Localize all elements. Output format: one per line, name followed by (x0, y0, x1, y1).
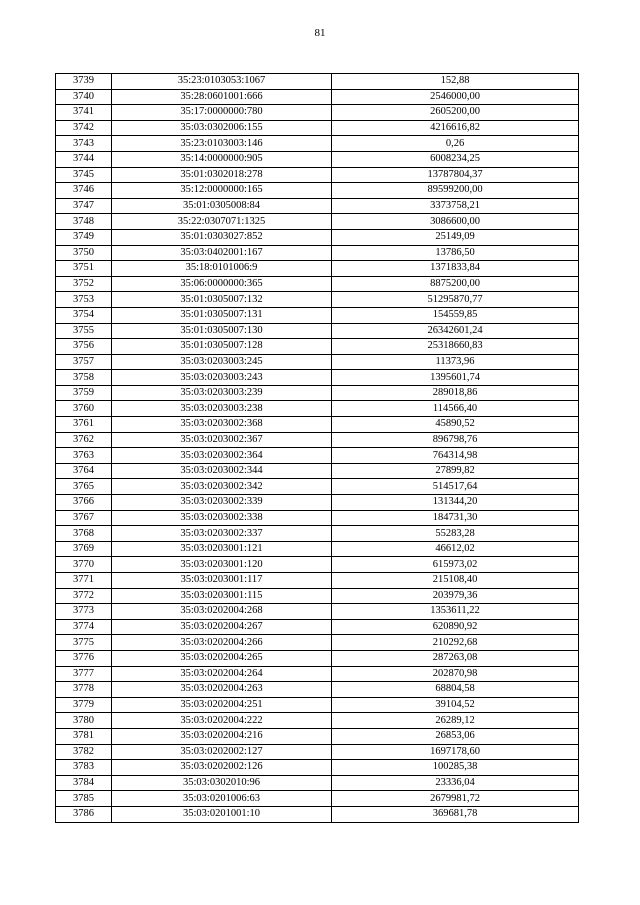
table-row (56, 604, 579, 620)
cadastral-value-table (55, 73, 579, 823)
row-number-cell: 3747 (56, 198, 112, 214)
value-cell: 89599200,00 (332, 183, 579, 199)
cadastral-number-cell: 35:01:0303027:852 (112, 229, 332, 245)
cadastral-number-cell: 35:01:0305007:128 (112, 339, 332, 355)
cadastral-number-cell: 35:03:0202004:251 (112, 697, 332, 713)
table-row (56, 682, 579, 698)
cadastral-number-cell: 35:03:0203002:339 (112, 495, 332, 511)
table-row (56, 557, 579, 573)
value-cell: 3086600,00 (332, 214, 579, 230)
cadastral-number-cell: 35:03:0202002:126 (112, 760, 332, 776)
page-number: 81 (314, 27, 326, 39)
row-number-cell: 3762 (56, 432, 112, 448)
value-cell: 2679981,72 (332, 791, 579, 807)
row-number-cell: 3774 (56, 619, 112, 635)
table-row (56, 448, 579, 464)
cadastral-number-cell: 35:28:0601001:666 (112, 89, 332, 105)
cadastral-number-cell: 35:03:0202004:264 (112, 666, 332, 682)
table-row (56, 385, 579, 401)
table-row (56, 292, 579, 308)
cadastral-number-cell: 35:03:0202004:266 (112, 635, 332, 651)
cadastral-number-cell: 35:22:0307071:1325 (112, 214, 332, 230)
value-cell: 25149,09 (332, 229, 579, 245)
cadastral-number-cell: 35:03:0203002:338 (112, 510, 332, 526)
row-number-cell: 3739 (56, 74, 112, 90)
row-number-cell: 3773 (56, 604, 112, 620)
table-row (56, 713, 579, 729)
cadastral-number-cell: 35:23:0103003:146 (112, 136, 332, 152)
table-row (56, 307, 579, 323)
row-number-cell: 3785 (56, 791, 112, 807)
value-cell: 2605200,00 (332, 105, 579, 121)
row-number-cell: 3741 (56, 105, 112, 121)
cadastral-number-cell: 35:03:0203003:239 (112, 385, 332, 401)
cadastral-number-cell: 35:03:0202002:127 (112, 744, 332, 760)
cadastral-number-cell: 35:03:0203002:342 (112, 479, 332, 495)
row-number-cell: 3775 (56, 635, 112, 651)
value-cell: 1395601,74 (332, 370, 579, 386)
cadastral-number-cell: 35:12:0000000:165 (112, 183, 332, 199)
row-number-cell: 3756 (56, 339, 112, 355)
cadastral-number-cell: 35:06:0000000:365 (112, 276, 332, 292)
value-cell: 210292,68 (332, 635, 579, 651)
cadastral-number-cell: 35:03:0203002:368 (112, 417, 332, 433)
value-cell: 39104,52 (332, 697, 579, 713)
cadastral-number-cell: 35:03:0203001:117 (112, 573, 332, 589)
value-cell: 3373758,21 (332, 198, 579, 214)
table-row (56, 245, 579, 261)
table-row (56, 650, 579, 666)
cadastral-number-cell: 35:03:0203002:337 (112, 526, 332, 542)
row-number-cell: 3768 (56, 526, 112, 542)
row-number-cell: 3778 (56, 682, 112, 698)
row-number-cell: 3772 (56, 588, 112, 604)
row-number-cell: 3752 (56, 276, 112, 292)
row-number-cell: 3764 (56, 463, 112, 479)
cadastral-number-cell: 35:01:0302018:278 (112, 167, 332, 183)
value-cell: 26289,12 (332, 713, 579, 729)
cadastral-number-cell: 35:03:0202004:216 (112, 728, 332, 744)
row-number-cell: 3751 (56, 261, 112, 277)
value-cell: 25318660,83 (332, 339, 579, 355)
table-row (56, 510, 579, 526)
value-cell: 100285,38 (332, 760, 579, 776)
table-row (56, 588, 579, 604)
row-number-cell: 3782 (56, 744, 112, 760)
table-row (56, 495, 579, 511)
table-row (56, 432, 579, 448)
row-number-cell: 3783 (56, 760, 112, 776)
table-row (56, 229, 579, 245)
table-row (56, 619, 579, 635)
value-cell: 514517,64 (332, 479, 579, 495)
value-cell: 8875200,00 (332, 276, 579, 292)
cadastral-number-cell: 35:14:0000000:905 (112, 151, 332, 167)
cadastral-number-cell: 35:03:0302006:155 (112, 120, 332, 136)
cadastral-number-cell: 35:03:0202004:222 (112, 713, 332, 729)
cadastral-number-cell: 35:03:0203002:364 (112, 448, 332, 464)
cadastral-number-cell: 35:03:0201006:63 (112, 791, 332, 807)
cadastral-number-cell: 35:03:0302010:96 (112, 775, 332, 791)
value-cell: 764314,98 (332, 448, 579, 464)
row-number-cell: 3769 (56, 541, 112, 557)
row-number-cell: 3776 (56, 650, 112, 666)
cadastral-number-cell: 35:23:0103053:1067 (112, 74, 332, 90)
value-cell: 26342601,24 (332, 323, 579, 339)
cadastral-number-cell: 35:03:0203003:238 (112, 401, 332, 417)
table-row (56, 323, 579, 339)
table-row (56, 541, 579, 557)
row-number-cell: 3742 (56, 120, 112, 136)
cadastral-number-cell: 35:01:0305007:131 (112, 307, 332, 323)
row-number-cell: 3759 (56, 385, 112, 401)
table-row (56, 198, 579, 214)
value-cell: 1697178,60 (332, 744, 579, 760)
table-row (56, 151, 579, 167)
value-cell: 1371833,84 (332, 261, 579, 277)
row-number-cell: 3750 (56, 245, 112, 261)
row-number-cell: 3786 (56, 806, 112, 822)
value-cell: 154559,85 (332, 307, 579, 323)
table-row (56, 214, 579, 230)
row-number-cell: 3754 (56, 307, 112, 323)
row-number-cell: 3765 (56, 479, 112, 495)
row-number-cell: 3744 (56, 151, 112, 167)
row-number-cell: 3760 (56, 401, 112, 417)
row-number-cell: 3758 (56, 370, 112, 386)
table-row (56, 89, 579, 105)
row-number-cell: 3766 (56, 495, 112, 511)
row-number-cell: 3779 (56, 697, 112, 713)
table-row (56, 120, 579, 136)
table-row (56, 261, 579, 277)
row-number-cell: 3777 (56, 666, 112, 682)
table-row (56, 728, 579, 744)
value-cell: 287263,08 (332, 650, 579, 666)
cadastral-number-cell: 35:01:0305007:132 (112, 292, 332, 308)
value-cell: 46612,02 (332, 541, 579, 557)
table-row (56, 339, 579, 355)
cadastral-number-cell: 35:03:0203002:367 (112, 432, 332, 448)
row-number-cell: 3761 (56, 417, 112, 433)
row-number-cell: 3753 (56, 292, 112, 308)
table-row (56, 744, 579, 760)
value-cell: 615973,02 (332, 557, 579, 573)
value-cell: 152,88 (332, 74, 579, 90)
value-cell: 23336,04 (332, 775, 579, 791)
cadastral-number-cell: 35:03:0203001:121 (112, 541, 332, 557)
cadastral-number-cell: 35:03:0203001:115 (112, 588, 332, 604)
value-cell: 27899,82 (332, 463, 579, 479)
value-cell: 289018,86 (332, 385, 579, 401)
row-number-cell: 3780 (56, 713, 112, 729)
table-row (56, 806, 579, 822)
table-row (56, 479, 579, 495)
value-cell: 0,26 (332, 136, 579, 152)
value-cell: 131344,20 (332, 495, 579, 511)
value-cell: 55283,28 (332, 526, 579, 542)
table-body (56, 74, 579, 823)
table-row (56, 697, 579, 713)
row-number-cell: 3743 (56, 136, 112, 152)
value-cell: 215108,40 (332, 573, 579, 589)
row-number-cell: 3748 (56, 214, 112, 230)
cadastral-number-cell: 35:03:0203003:245 (112, 354, 332, 370)
table-row (56, 526, 579, 542)
cadastral-number-cell: 35:03:0402001:167 (112, 245, 332, 261)
value-cell: 620890,92 (332, 619, 579, 635)
value-cell: 1353611,22 (332, 604, 579, 620)
row-number-cell: 3745 (56, 167, 112, 183)
value-cell: 4216616,82 (332, 120, 579, 136)
cadastral-number-cell: 35:18:0101006:9 (112, 261, 332, 277)
row-number-cell: 3755 (56, 323, 112, 339)
value-cell: 114566,40 (332, 401, 579, 417)
value-cell: 13787804,37 (332, 167, 579, 183)
cadastral-number-cell: 35:03:0201001:10 (112, 806, 332, 822)
table-row (56, 354, 579, 370)
value-cell: 369681,78 (332, 806, 579, 822)
row-number-cell: 3771 (56, 573, 112, 589)
value-cell: 51295870,77 (332, 292, 579, 308)
value-cell: 6008234,25 (332, 151, 579, 167)
table-row (56, 775, 579, 791)
cadastral-number-cell: 35:01:0305008:84 (112, 198, 332, 214)
cadastral-number-cell: 35:01:0305007:130 (112, 323, 332, 339)
row-number-cell: 3749 (56, 229, 112, 245)
row-number-cell: 3746 (56, 183, 112, 199)
table-row (56, 74, 579, 90)
table-row (56, 573, 579, 589)
table-row (56, 791, 579, 807)
row-number-cell: 3767 (56, 510, 112, 526)
table-row (56, 760, 579, 776)
value-cell: 45890,52 (332, 417, 579, 433)
cadastral-number-cell: 35:03:0203002:344 (112, 463, 332, 479)
table-row (56, 401, 579, 417)
cadastral-number-cell: 35:03:0202004:265 (112, 650, 332, 666)
table-row (56, 105, 579, 121)
table-row (56, 136, 579, 152)
table-row (56, 666, 579, 682)
table-row (56, 167, 579, 183)
table-row (56, 276, 579, 292)
row-number-cell: 3740 (56, 89, 112, 105)
cadastral-number-cell: 35:03:0202004:267 (112, 619, 332, 635)
cadastral-number-cell: 35:17:0000000:780 (112, 105, 332, 121)
row-number-cell: 3781 (56, 728, 112, 744)
value-cell: 184731,30 (332, 510, 579, 526)
value-cell: 11373,96 (332, 354, 579, 370)
cadastral-number-cell: 35:03:0203003:243 (112, 370, 332, 386)
row-number-cell: 3763 (56, 448, 112, 464)
cadastral-number-cell: 35:03:0202004:268 (112, 604, 332, 620)
cadastral-number-cell: 35:03:0202004:263 (112, 682, 332, 698)
value-cell: 2546000,00 (332, 89, 579, 105)
table-row (56, 635, 579, 651)
row-number-cell: 3757 (56, 354, 112, 370)
value-cell: 26853,06 (332, 728, 579, 744)
value-cell: 13786,50 (332, 245, 579, 261)
value-cell: 896798,76 (332, 432, 579, 448)
value-cell: 68804,58 (332, 682, 579, 698)
value-cell: 202870,98 (332, 666, 579, 682)
row-number-cell: 3770 (56, 557, 112, 573)
table-row (56, 370, 579, 386)
table-row (56, 417, 579, 433)
table-row (56, 183, 579, 199)
value-cell: 203979,36 (332, 588, 579, 604)
table-row (56, 463, 579, 479)
cadastral-number-cell: 35:03:0203001:120 (112, 557, 332, 573)
row-number-cell: 3784 (56, 775, 112, 791)
